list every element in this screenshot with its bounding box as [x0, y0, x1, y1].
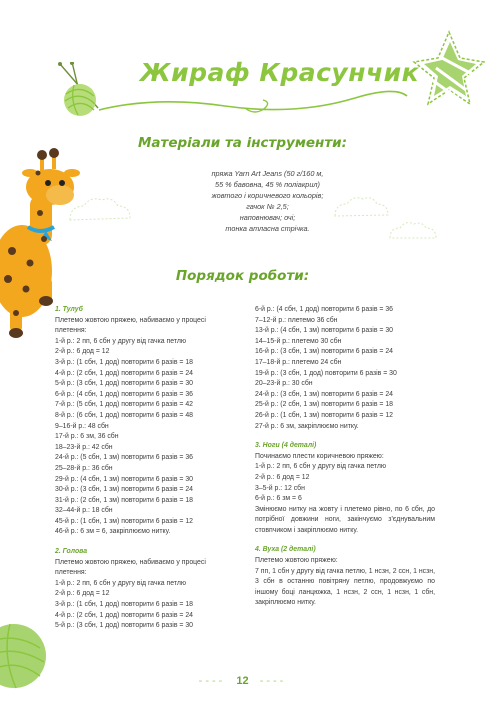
- pattern-row: 19-й р.: (3 сбн, 1 дод) повторити 6 разів = 30: [255, 369, 397, 377]
- pattern-row: 7–12-й р.: плетемо 36 сбн: [255, 316, 338, 324]
- right-column: [255, 305, 435, 609]
- pattern-row: 1-й р.: 2 пп, 6 сбн у другу від гачка петлю: [55, 579, 187, 587]
- section-title-ears: 4. Вуха (2 деталі): [255, 546, 316, 554]
- pattern-row: 2-й р.: 6 дод = 12: [55, 348, 110, 356]
- pattern-row: 30-й р.: (3 сбн, 1 зм) повторити 6 разів = 24: [55, 486, 194, 494]
- pattern-row: 6-й р.: (4 сбн, 1 дод) повторити 6 разів = 36: [255, 306, 393, 313]
- section-title-body: 1. Тулуб: [55, 306, 83, 313]
- pattern-row: 17-й р.: 6 зм, 36 сбн: [55, 433, 119, 441]
- materials-line: наповнювач; очі;: [239, 213, 296, 222]
- materials-line: пряжа Yarn Art Jeans (50 г/160 м,: [211, 169, 324, 178]
- pattern-row: 26-й р.: (1 сбн, 1 зм) повторити 6 разів = 12: [255, 411, 394, 419]
- pattern-row: 1-й р.: 2 пп, 6 сбн у другу від гачка петлю: [55, 337, 187, 345]
- pattern-row: 7-й р.: (5 сбн, 1 дод) повторити 6 разів = 42: [55, 401, 193, 409]
- pattern-row: 31-й р.: (2 сбн, 1 зм) повторити 6 разів = 18: [55, 496, 194, 504]
- section-intro: Плетемо жовтою пряжею, набиваємо у процесі плетення:: [55, 558, 206, 577]
- page-number: 12: [236, 675, 249, 687]
- pattern-row: 2-й р.: 6 дод = 12: [255, 473, 310, 481]
- pattern-row: 8-й р.: (6 сбн, 1 дод) повторити 6 разів = 48: [55, 411, 193, 419]
- footer-dashes-left: ----: [198, 675, 226, 687]
- pattern-row: 13-й р.: (4 сбн, 1 зм) повторити 6 разів = 30: [255, 327, 394, 335]
- page-title: Жираф Красунчик: [140, 58, 420, 87]
- pattern-row: 18–23-й р.: 42 сбн: [55, 443, 113, 451]
- pattern-row: 5-й р.: (3 сбн, 1 дод) повторити 6 разів = 30: [55, 380, 193, 388]
- pattern-row: 3-й р.: (1 сбн, 1 дод) повторити 6 разів = 18: [55, 601, 193, 609]
- order-heading: Порядок роботи:: [175, 268, 310, 284]
- pattern-row: 29-й р.: (4 сбн, 1 зм) повторити 6 разів = 30: [55, 475, 194, 483]
- pattern-row: 6-й р.: (4 сбн, 1 дод) повторити 6 разів = 36: [55, 390, 193, 398]
- section-text: 7 пп, 1 сбн у другу від гачка петлю, 1 нсзн, 2 ссн, 1 нсзн, 3 сбн в останню повітряну петлю, продовжуємо по іншому боці ланцюжка, 1 нсзн, 2 ссн, 1 нсзн, 1 сбн, закріплюємо нитку.: [255, 567, 435, 607]
- pattern-row: 27-й р.: 6 зм, закріплюємо нитку.: [255, 422, 359, 430]
- pattern-row: 3–5-й р.: 12 сбн: [255, 484, 305, 492]
- pattern-row: 9–16-й р.: 48 сбн: [55, 422, 109, 430]
- section-intro: Плетемо жовтою пряжею:: [255, 557, 338, 565]
- section-title-head: 2. Голова: [55, 548, 88, 556]
- footer-dashes-right: ----: [259, 675, 287, 687]
- section-intro: Плетемо жовтою пряжею, набиваємо у процесі плетення:: [55, 316, 206, 335]
- pattern-row: 24-й р.: (3 сбн, 1 зм) повторити 6 разів = 24: [255, 390, 394, 398]
- pattern-row: 5-й р.: (3 сбн, 1 дод) повторити 6 разів = 30: [55, 622, 193, 630]
- pattern-row: 46-й р.: 6 зм = 6, закріплюємо нитку.: [55, 528, 171, 536]
- pattern-row: 45-й р.: (1 сбн, 1 зм) повторити 6 разів = 12: [55, 517, 194, 525]
- pattern-row: 17–18-й р.: плетемо 24 сбн: [255, 358, 342, 366]
- star-icon: [404, 28, 485, 108]
- materials-list: [120, 168, 415, 234]
- materials-line: тонка атласна стрічка.: [225, 224, 310, 233]
- pattern-row: 32–44-й р.: 18 сбн: [55, 507, 113, 515]
- pattern-row: 4-й р.: (2 сбн, 1 дод) повторити 6 разів = 24: [55, 611, 193, 619]
- pattern-row: 24-й р.: (5 сбн, 1 зм) повторити 6 разів = 36: [55, 454, 194, 462]
- materials-line: гачок № 2,5;: [246, 202, 289, 211]
- pattern-row: 25–28-й р.: 36 сбн: [55, 464, 113, 472]
- pattern-row: 2-й р.: 6 дод = 12: [55, 590, 110, 598]
- pattern-row: 16-й р.: (3 сбн, 1 зм) повторити 6 разів = 24: [255, 348, 394, 356]
- section-outro: Змінюємо нитку на жовту і плетемо рівно, по 6 сбн, до потрібної довжини ноги, закінчуємо з'єднувальним стовпчиком і закріплюємо нитку.: [255, 505, 435, 534]
- materials-line: 55 % бавовна, 45 % поліакрил): [215, 180, 320, 189]
- pattern-row: 25-й р.: (2 сбн, 1 зм) повторити 6 разів = 18: [255, 401, 394, 409]
- pattern-row: 3-й р.: (1 сбн, 1 дод) повторити 6 разів = 18: [55, 358, 193, 366]
- materials-line: жовтого і коричневого кольорів;: [211, 191, 324, 200]
- materials-heading: Матеріали та інструменти:: [137, 135, 348, 151]
- pattern-row: 1-й р.: 2 пп, 6 сбн у другу від гачка петлю: [255, 463, 387, 471]
- section-intro: Починаємо плести коричневою пряжею:: [255, 452, 384, 460]
- pattern-row: 14–15-й р.: плетемо 30 сбн: [255, 337, 342, 345]
- section-title-legs: 3. Ноги (4 деталі): [255, 442, 317, 450]
- pattern-row: 4-й р.: (2 сбн, 1 дод) повторити 6 разів = 24: [55, 369, 193, 377]
- pattern-row: 6-й р.: 6 зм = 6: [255, 495, 302, 503]
- page-footer: [0, 675, 485, 687]
- left-column: [55, 305, 235, 632]
- pattern-row: 20–23-й р.: 30 сбн: [255, 380, 313, 388]
